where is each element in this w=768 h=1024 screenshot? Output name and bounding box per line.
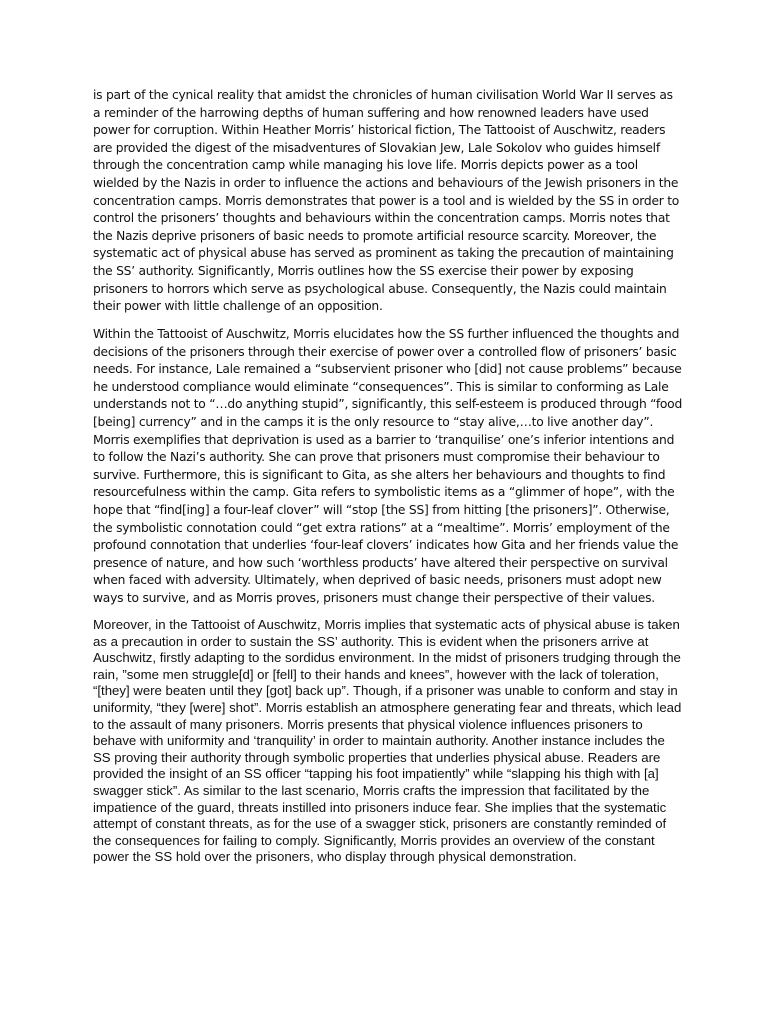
body-paragraph-3: Moreover, in the Tattooist of Auschwitz, Morris implies that systematic acts of physical abuse is taken as a precaution in order to sustain the SS’ authority. This is evident when the prisoners arrive at Auschwitz, firstly adapting to the sordidus environment. In the midst of prisoners trudging through the rain, ”some men struggle[d] or [fell] to their hands and knees”, however with the lack of toleration, “[they] were beaten until they [got] back up”. Though, if a prisoner was unable to conform and stay in uniformity, “they [were] shot”. Morris establish an atmosphere generating fear and threats, which lead to the assault of many prisoners. Morris presents that physical violence influences prisoners to behave with uniformity and ‘tranquility’ in order to maintain authority. Another instance includes the SS proving their authority through symbolic properties that underlies physical abuse. Readers are provided the insight of an SS officer “tapping his foot impatiently” while “slapping his thigh with [a] swagger stick”. As similar to the last scenario, Morris crafts the impression that facilitated by the impatience of the guard, threats instilled into prisoners induce fear. She implies that the systematic attempt of constant threats, as for the use of a swagger stick, prisoners are constantly reminded of the consequences for failing to comply. Significantly, Morris provides an overview of the constant power the SS hold over the prisoners, who display through physical demonstration. xyxy=(93,617,682,865)
body-paragraph-2: Within the Tattooist of Auschwitz, Morris elucidates how the SS further influenced the thoughts and decisions of the prisoners through their exercise of power over a controlled flow of prisoners’ basic needs. For instance, Lale remained a “subservient prisoner who [did] not cause problems” because he understood compliance would eliminate “consequences”. This is similar to conforming as Lale understands not to “…do anything stupid”, significantly, this self-esteem is produced through “food [being] currency” and in the camps it is the only resource to “stay alive,…to live another day”. Morris exemplifies that deprivation is used as a barrier to ‘tranquilise’ one’s inferior intentions and to follow the Nazi’s authority. She can prove that prisoners must compromise their behaviour to survive. Furthermore, this is significant to Gita, as she alters her behaviours and thoughts to find resourcefulness within the camp. Gita refers to symbolistic items as a “glimmer of hope”, with the hope that “find[ing] a four-leaf clover” will “stop [the SS] from hitting [the prisoners]”. Otherwise, the symbolistic connotation could “get extra rations” at a “mealtime”. Morris’ employment of the profound connotation that underlies ‘four-leaf clovers’ indicates how Gita and her friends value the presence of nature, and how such ‘worthless products’ have altered their perspective on survival when faced with adversity. Ultimately, when deprived of basic needs, prisoners must adopt new ways to survive, and as Morris proves, prisoners must change their perspective of their values. xyxy=(93,327,683,605)
body-paragraph-1: is part of the cynical reality that amidst the chronicles of human civilisation World War II serves as a reminder of the harrowing depths of human suffering and how renowned leaders have used power for corruption. Within Heather Morris’ historical fiction, The Tattooist of Auschwitz, readers are provided the digest of the misadventures of Slovakian Jew, Lale Sokolov who guides himself through the concentration camp while managing his love life. Morris depicts power as a tool wielded by the Nazis in order to influence the actions and behaviours of the Jewish prisoners in the concentration camps. Morris demonstrates that power is a tool and is wielded by the SS in order to control the prisoners’ thoughts and behaviours within the concentration camps. Morris notes that the Nazis deprive prisoners of basic needs to promote artificial resource scarcity. Moreover, the systematic act of physical abuse has served as prominent as taking the precaution of maintaining the SS’ authority. Significantly, Morris outlines how the SS exercise their power by exposing prisoners to horrors which serve as psychological abuse. Consequently, the Nazis could maintain their power with little challenge of an opposition. xyxy=(93,88,680,314)
